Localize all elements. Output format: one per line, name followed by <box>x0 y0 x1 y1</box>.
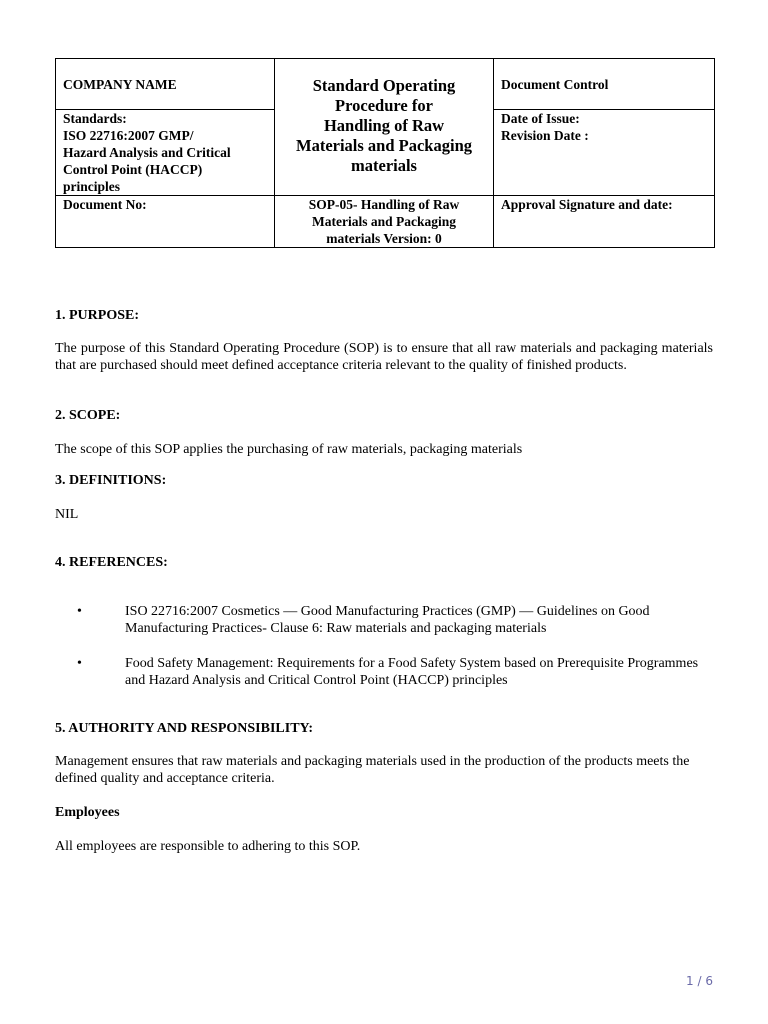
scope-heading: 2. SCOPE: <box>55 408 121 423</box>
sop-title-line: materials <box>351 156 417 175</box>
sop-title-cell <box>275 59 494 196</box>
reference-text: Food Safety Management: Requirements for a Food Safety System based on Prerequisite Programmes and Hazard Analysis and Critical Control Point (HACCP) principles <box>125 656 699 688</box>
date-of-issue-label: Date of Issue: <box>501 111 580 126</box>
list-item <box>55 603 713 637</box>
standards-line: principles <box>63 179 121 194</box>
employees-text: All employees are responsible to adhering to this SOP. <box>55 839 361 854</box>
document-control-label: Document Control <box>501 77 609 92</box>
employees-heading: Employees <box>55 805 120 820</box>
standards-label: Standards: <box>63 111 127 126</box>
page-number: 1 / 6 <box>686 974 713 988</box>
standards-line: ISO 22716:2007 GMP/ <box>63 128 194 143</box>
sop-title-line: Materials and Packaging <box>296 136 472 155</box>
sop-number-line: materials Version: 0 <box>326 231 442 246</box>
purpose-text: The purpose of this Standard Operating Procedure (SOP) is to ensure that all raw materials and packaging materials that are purchased should meet defined acceptance criteria relevant to the quality of finished products. <box>55 341 713 373</box>
reference-text: ISO 22716:2007 Cosmetics — Good Manufacturing Practices (GMP) — Guidelines on Good Manufacturing Practices- Clause 6: Raw materials and packaging materials <box>125 604 650 636</box>
references-heading: 4. REFERENCES: <box>55 555 168 570</box>
sop-title-line: Procedure for <box>335 96 433 115</box>
purpose-heading: 1. PURPOSE: <box>55 308 139 323</box>
approval-cell <box>494 196 715 248</box>
sop-number-cell <box>275 196 494 248</box>
dates-cell <box>494 110 715 196</box>
scope-text: The scope of this SOP applies the purchasing of raw materials, packaging materials <box>55 442 523 457</box>
document-no-cell <box>56 196 275 248</box>
sop-number-line: Materials and Packaging <box>312 214 456 229</box>
company-name: COMPANY NAME <box>63 77 177 92</box>
revision-date-label: Revision Date : <box>501 128 589 143</box>
standards-line: Control Point (HACCP) <box>63 162 203 177</box>
standards-cell <box>56 110 275 196</box>
authority-text: Management ensures that raw materials and packaging materials used in the production of the products meets the defined quality and acceptance criteria. <box>55 754 690 786</box>
document-no-label: Document No: <box>63 197 147 212</box>
sop-title-line: Standard Operating <box>312 76 456 95</box>
approval-label: Approval Signature and date: <box>501 197 673 212</box>
sop-number-line: SOP-05- Handling of Raw <box>308 197 460 212</box>
authority-heading: 5. AUTHORITY AND RESPONSIBILITY: <box>55 721 314 736</box>
list-item <box>55 655 713 689</box>
references-list <box>55 655 713 689</box>
company-name-cell <box>56 59 275 110</box>
document-control-cell <box>494 59 715 110</box>
definitions-text: NIL <box>55 507 79 522</box>
references-list <box>55 603 713 637</box>
bullet-icon: • <box>77 604 82 619</box>
definitions-heading: 3. DEFINITIONS: <box>55 473 167 488</box>
bullet-icon: • <box>77 656 82 671</box>
standards-line: Hazard Analysis and Critical <box>63 145 231 160</box>
document-header-table <box>55 58 715 248</box>
sop-title-line: Handling of Raw <box>323 116 445 135</box>
